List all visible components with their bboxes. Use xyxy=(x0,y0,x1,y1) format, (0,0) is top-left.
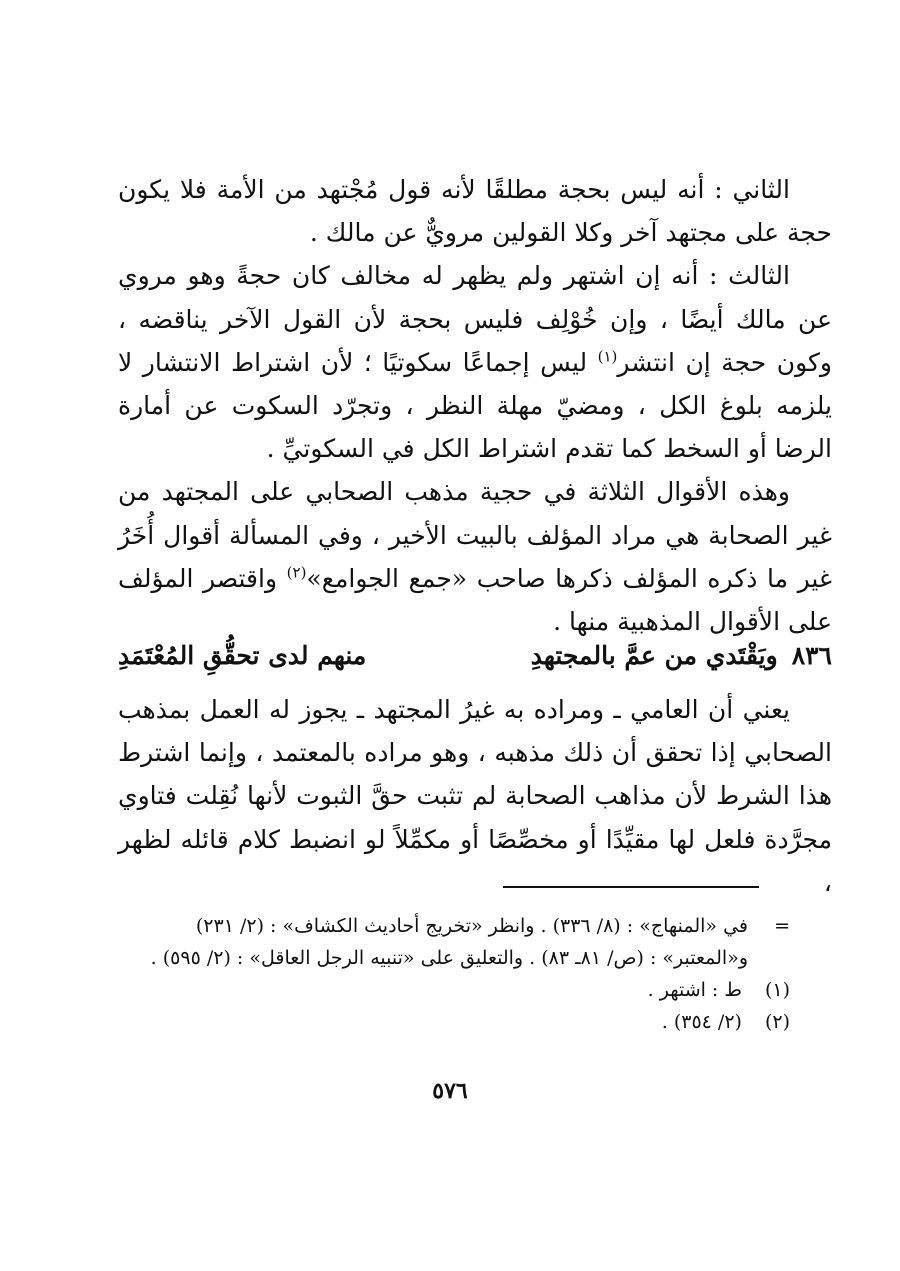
verse-hemistich-1: ويَقْتَدي من عمَّ بالمجتهدِ xyxy=(530,641,778,670)
footnote-2 xyxy=(120,1006,790,1038)
paragraph-third-part1: الثالث : أنه إن اشتهر ولم يظهر له مخالف كان حجةً وهو مروي عن مالك أيضًا ، وإن خُوْلِف فليس بحجة لأن القول الآخر يناقضه ، وكون حجة إن انتشر xyxy=(118,261,832,377)
page-number: ٥٧٦ xyxy=(432,1078,468,1104)
main-text-bottom xyxy=(118,688,832,904)
footnote-1 xyxy=(120,974,790,1006)
paragraph-commentary: يعني أن العامي ـ ومراده به غيرُ المجتهد ـ يجوز له العمل بمذهب الصحابي إذا تحقق أن ذلك مذهبه ، وهو مراده بالمعتمد ، وإنما اشترط هذا الشرط لأن مذاهب الصحابة لم تثبت حقَّ الثبوت لأنها نُقِلت فتاوي مجرَّدة فلعل لها مقيِّدًا أو مخصِّصًا أو مكمِّلاً لو انضبط كلام قائله لظهر ، xyxy=(118,695,832,897)
footnote-separator xyxy=(503,886,759,888)
verse-number: ٨٣٦ xyxy=(791,641,832,670)
continuation-line-2: و«المعتبر» : (ص/ ٨١ـ ٨٣) . والتعليق على «تنبيه الرجل العاقل» : (٢/ ٥٩٥) . xyxy=(150,947,748,969)
footnotes xyxy=(120,910,790,1038)
paragraph-three-part1: وهذه الأقوال الثلاثة في حجية مذهب الصحابي على المجتهد من غير الصحابة هي مراد المؤلف بالبيت الأخير ، وفي المسألة أقوال أُخَرُ غير ما ذكره المؤلف ذكرها صاحب «جمع الجوامع» xyxy=(118,477,832,593)
verse-line xyxy=(118,634,832,678)
footnote-1-marker: (١) xyxy=(764,979,790,1001)
verse-hemistich-2: منهم لدى تحقُّقِ المُعْتَمَدِ xyxy=(118,641,367,670)
continuation-mark: = xyxy=(774,915,790,937)
paragraph-second-opinion: الثاني : أنه ليس بحجة مطلقًا لأنه قول مُجْتهد من الأمة فلا يكون حجة على مجتهد آخر وكلا القولين مرويٌّ عن مالك . xyxy=(118,175,832,248)
paragraph-third-part2: ليس إجماعًا سكوتيًا ؛ لأن اشتراط الانتشار لا يلزمه بلوغ الكل ، ومضيّ مهلة النظر ، وتجرّد السكوت عن أمارة الرضا أو السخط كما تقدم اشتراط الكل في السكوتيِّ . xyxy=(118,347,832,464)
paragraph-three-part2: واقتصر المؤلف على الأقوال المذهبية منها . xyxy=(118,563,832,637)
continuation-line-1: في «المنهاج» : (٨/ ٣٣٦) . وانظر «تخريج أحاديث الكشاف» : (٢/ ٢٣١) xyxy=(195,915,748,937)
footnote-2-marker: (٢) xyxy=(764,1011,790,1033)
paragraph-three-opinions xyxy=(118,470,832,643)
footnote-2-text: (٢/ ٣٥٤) . xyxy=(661,1011,742,1033)
footnote-ref-1: (١) xyxy=(597,347,618,366)
footnote-continuation xyxy=(120,910,790,942)
main-text-top xyxy=(118,168,832,643)
footnote-ref-2: (٢) xyxy=(286,563,307,582)
footnote-1-text: ط : اشتهر . xyxy=(647,979,742,1001)
paragraph-third-opinion xyxy=(118,254,832,470)
verse-left-group xyxy=(531,634,832,678)
